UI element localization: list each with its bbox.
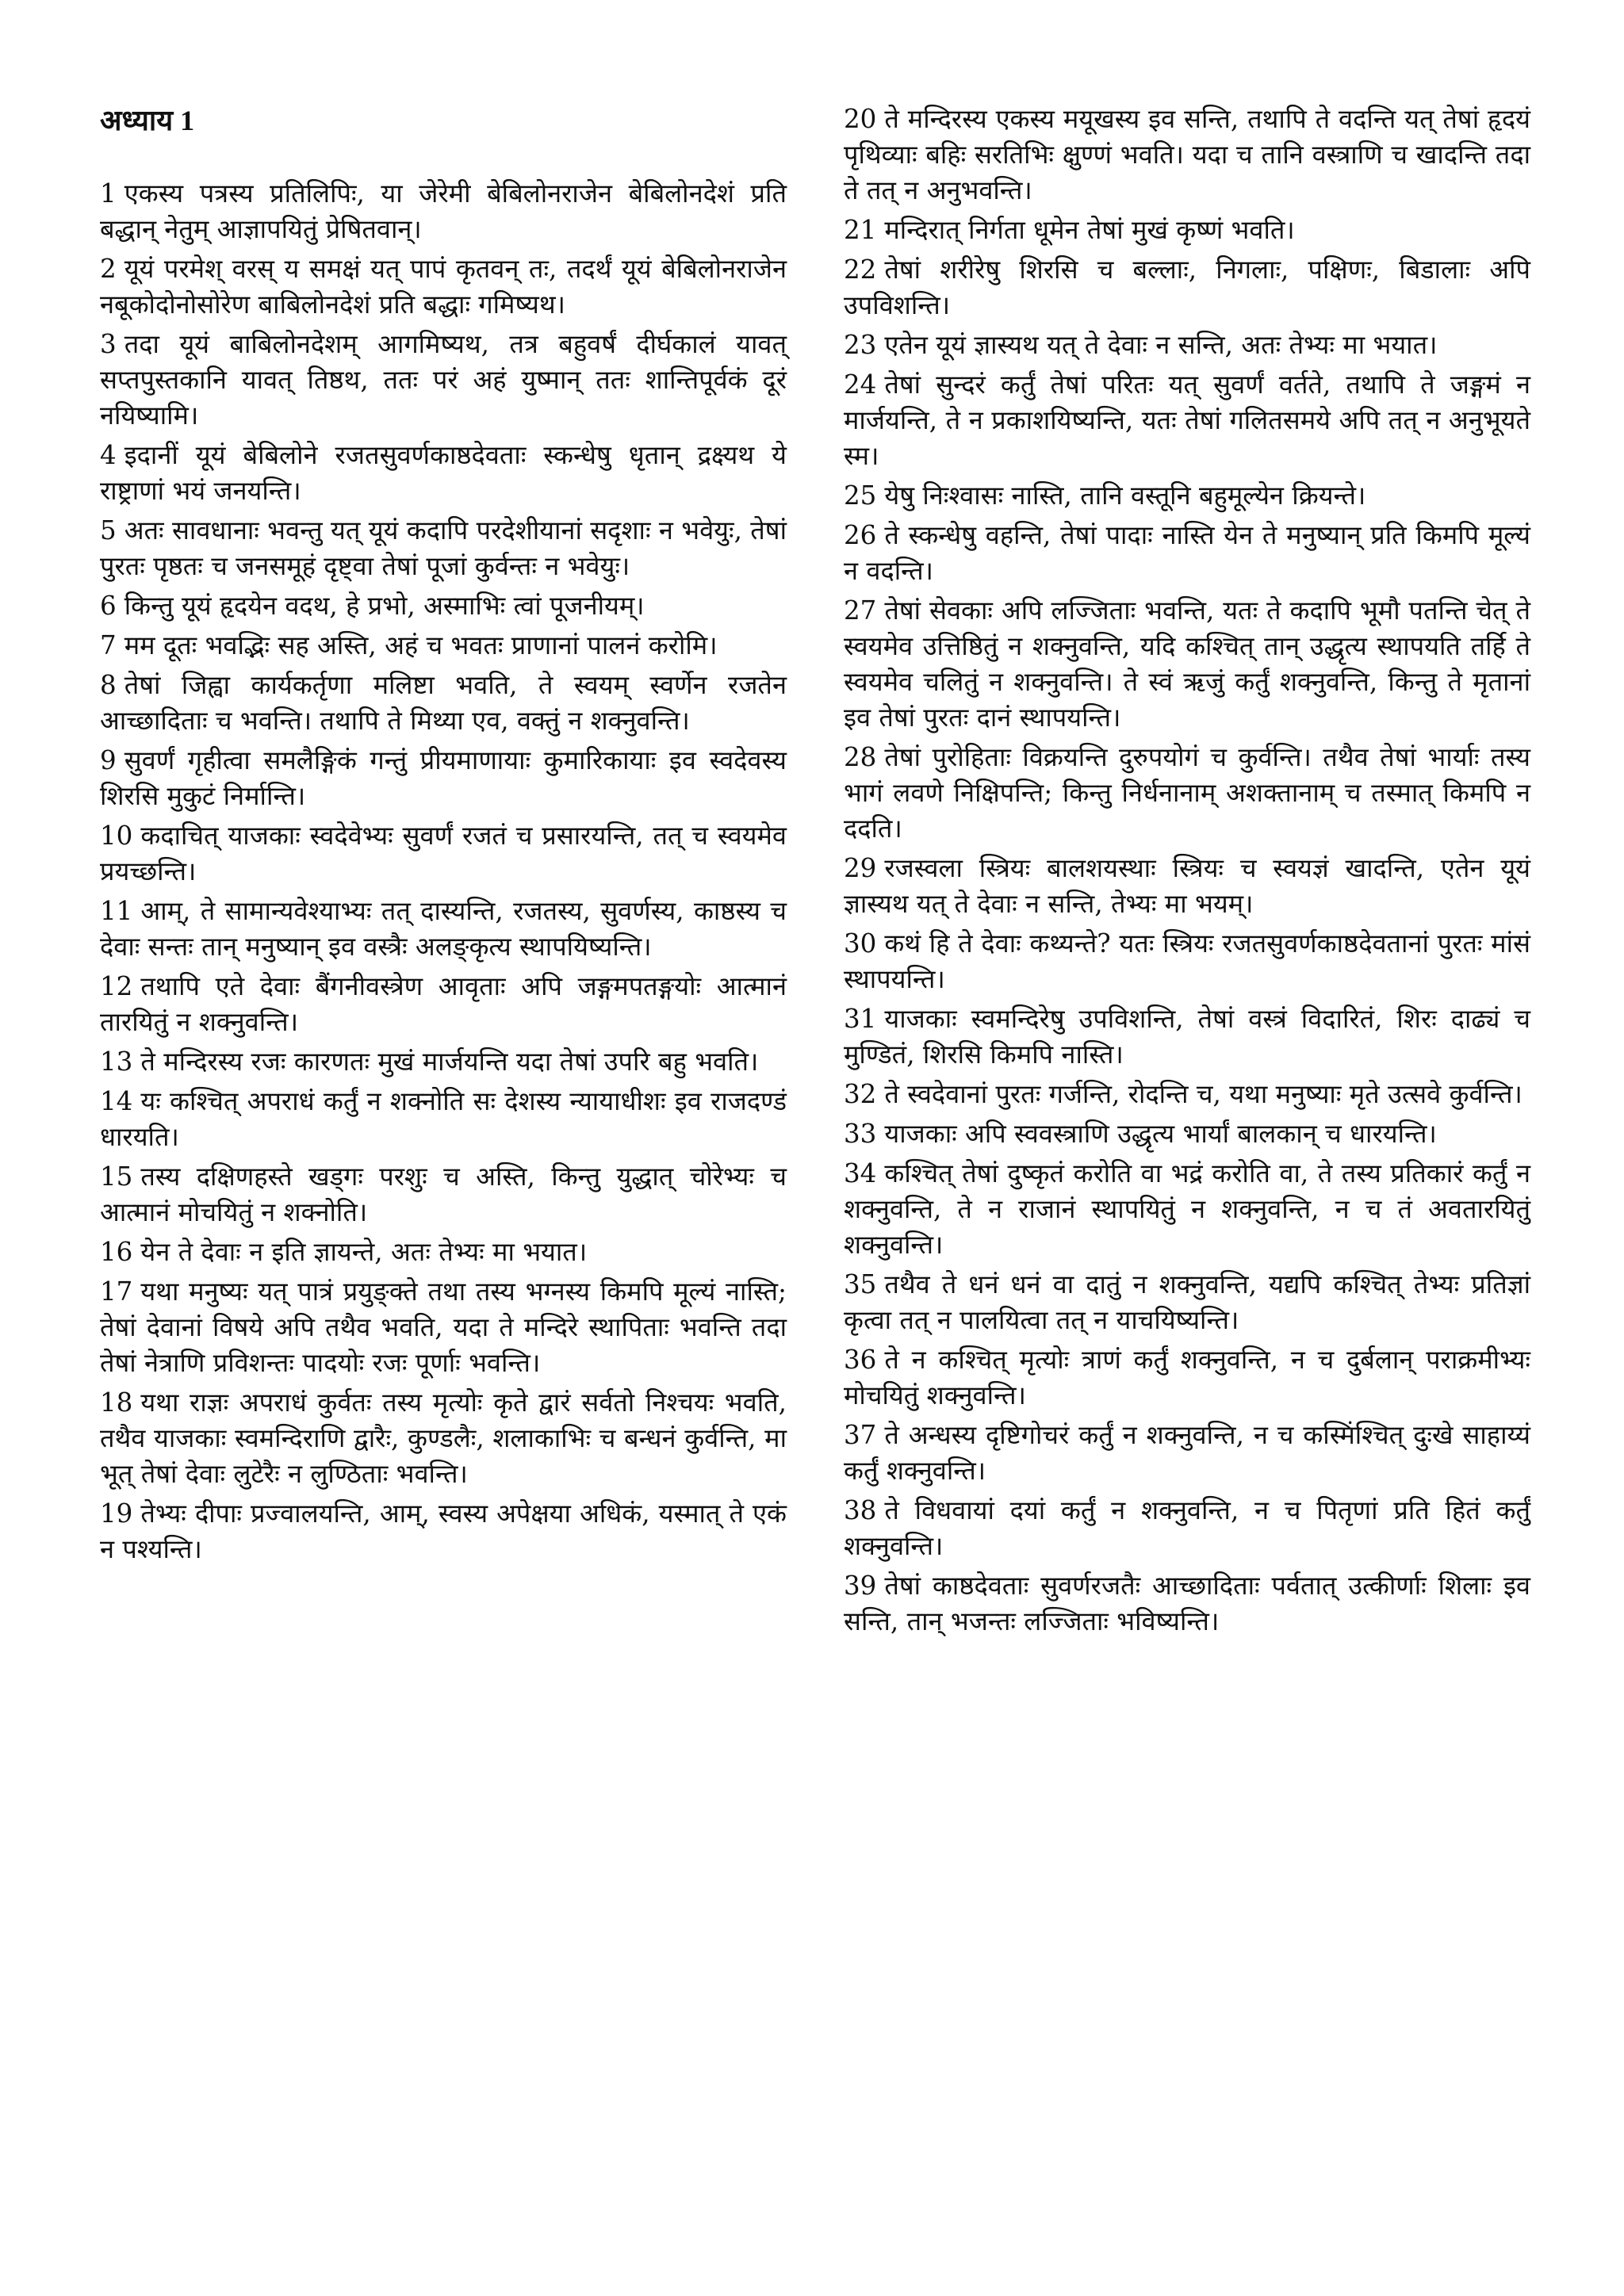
- verse-number: 11: [100, 896, 133, 926]
- verse-number: 34: [844, 1158, 877, 1188]
- verse-text: ते स्कन्धेषु वहन्ति, तेषां पादाः नास्ति येन ते मनुष्यान् प्रति किमपि मूल्यं न वदन्ति।: [844, 520, 1530, 586]
- verse-text: आम्, ते सामान्यवेश्याभ्यः तत् दास्यन्ति, रजतस्य, सुवर्णस्य, काष्ठस्य च देवाः सन्तः तान् मनुष्यान् इव वस्त्रैः अलङ्कृत्य स्थापयिष्यन्ति।: [100, 896, 787, 962]
- verse-number: 2: [100, 254, 117, 284]
- verse-9: [100, 743, 787, 814]
- verse-number: 33: [844, 1119, 877, 1149]
- verse-number: 15: [100, 1161, 133, 1192]
- verse-text: तेषां जिह्वा कार्यकर्तृणा मलिष्टा भवति, ते स्वयम् स्वर्णेन रजतेन आच्छादिताः च भवन्ति। तथापि ते मिथ्या एव, वक्तुं न शक्नुवन्ति।: [100, 670, 787, 736]
- verse-number: 25: [844, 480, 877, 511]
- verse-text: ते मन्दिरस्य रजः कारणतः मुखं मार्जयन्ति यदा तेषां उपरि बहु भवति।: [140, 1047, 759, 1077]
- verse-number: 31: [844, 1004, 877, 1034]
- verse-text: ते अन्धस्य दृष्टिगोचरं कर्तुं न शक्नुवन्ति, न च कस्मिंश्चित् दुःखे साहाय्यं कर्तुं शक्नुवन्ति।: [844, 1420, 1530, 1486]
- verse-text: कदाचित् याजकाः स्वदेवेभ्यः सुवर्णं रजतं च प्रसारयन्ति, तत् च स्वयमेव प्रयच्छन्ति।: [100, 821, 787, 886]
- verse-text: तेषां काष्ठदेवताः सुवर्णरजतैः आच्छादिताः पर्वतात् उत्कीर्णाः शिलाः इव सन्ति, तान् भजन्तः लज्जिताः भविष्यन्ति।: [844, 1571, 1530, 1636]
- verse-37: [844, 1418, 1530, 1489]
- verse-1: [100, 176, 787, 247]
- verse-31: [844, 1001, 1530, 1073]
- verse-text: सुवर्णं गृहीत्वा समलैङ्गिकं गन्तुं प्रीयमाणायाः कुमारिकायाः इव स्वदेवस्य शिरसि मुकुटं निर्मान्ति।: [100, 745, 787, 811]
- verse-number: 1: [100, 178, 117, 209]
- verse-text: ते न कश्चित् मृत्योः त्राणं कर्तुं शक्नुवन्ति, न च दुर्बलान् पराक्रमीभ्यः मोचयितुं शक्नुवन्ति।: [844, 1345, 1530, 1410]
- verse-34: [844, 1156, 1530, 1263]
- verse-number: 10: [100, 821, 133, 851]
- verse-text: तेषां सुन्दरं कर्तुं तेषां परितः यत् सुवर्णं वर्तते, तथापि ते जङ्गमं न मार्जयन्ति, ते न प्रकाशयिष्यन्ति, यतः तेषां गलितसमये अपि तत् न अनुभूयते स्म।: [844, 369, 1530, 471]
- verse-text: ते विधवायां दयां कर्तुं न शक्नुवन्ति, न च पितृणां प्रति हितं कर्तुं शक्नुवन्ति।: [844, 1495, 1530, 1561]
- verse-6: [100, 588, 787, 624]
- verse-27: [844, 593, 1530, 736]
- verse-20: [844, 101, 1530, 209]
- verse-text: कथं हि ते देवाः कथ्यन्ते? यतः स्त्रियः रजतसुवर्णकाष्ठदेवतानां पुरतः मांसं स्थापयन्ति।: [844, 928, 1530, 994]
- verse-10: [100, 818, 787, 890]
- verse-text: यथा राज्ञः अपराधं कुर्वतः तस्य मृत्योः कृते द्वारं सर्वतो निश्चयः भवति, तथैव याजकाः स्वमन्दिराणि द्वारैः, कुण्डलैः, शलाकाभिः च बन्धनं कुर्वन्ति, मा भूत् तेषां देवाः लुटेरैः न लुण्ठिताः भवन्ति।: [100, 1387, 787, 1489]
- verse-text: तथैव ते धनं धनं वा दातुं न शक्नुवन्ति, यद्यपि कश्चित् तेभ्यः प्रतिज्ञां कृत्वा तत् न पालयित्वा तत् न याचयिष्यन्ति।: [844, 1269, 1530, 1335]
- verse-30: [844, 926, 1530, 997]
- verse-text: यः कश्चित् अपराधं कर्तुं न शक्नोति सः देशस्य न्यायाधीशः इव राजदण्डं धारयति।: [100, 1086, 787, 1152]
- verse-38: [844, 1493, 1530, 1564]
- verse-text: तदा यूयं बाबिलोनदेशम् आगमिष्यथ, तत्र बहुवर्षं दीर्घकालं यावत् सप्तपुस्तकानि यावत् तिष्ठथ, ततः परं अहं युष्मान् ततः शान्तिपूर्वकं दूरं नयिष्यामि।: [100, 329, 787, 430]
- verse-number: 3: [100, 329, 117, 359]
- verse-text: ते मन्दिरस्य एकस्य मयूखस्य इव सन्ति, तथापि ते वदन्ति यत् तेषां हृदयं पृथिव्याः बहिः सरतिभिः क्षुण्णं भवति। यदा च तानि वस्त्राणि च खादन्ति तदा ते तत् न अनुभवन्ति।: [844, 104, 1530, 205]
- verse-number: 6: [100, 591, 117, 621]
- verse-15: [100, 1159, 787, 1230]
- verse-4: [100, 438, 787, 509]
- verse-number: 19: [100, 1498, 133, 1529]
- verse-text: तेषां पुरोहिताः विक्रयन्ति दुरुपयोगं च कुर्वन्ति। तथैव तेषां भार्याः तस्य भागं लवणे निक्षिपन्ति; किन्तु निर्धनानाम् अशक्तानाम् च तस्मात् किमपि न ददति।: [844, 742, 1530, 844]
- verse-29: [844, 851, 1530, 922]
- verse-number: 5: [100, 515, 117, 545]
- verse-text: यूयं परमेश् वरस् य समक्षं यत् पापं कृतवन् तः, तदर्थं यूयं बेबिलोनराजेन नबूकोदोनोसोरेण बाबिलोनदेशं प्रति बद्धाः गमिष्यथ।: [100, 254, 787, 320]
- verse-text: मम दूतः भवद्भिः सह अस्ति, अहं च भवतः प्राणानां पालनं करोमि।: [124, 630, 718, 660]
- verse-36: [844, 1342, 1530, 1414]
- verse-11: [100, 894, 787, 965]
- verse-number: 27: [844, 595, 877, 626]
- verse-text: याजकाः अपि स्ववस्त्राणि उद्धृत्य भार्यां बालकान् च धारयन्ति।: [884, 1119, 1437, 1149]
- verse-7: [100, 628, 787, 664]
- verse-text: तेषां सेवकाः अपि लज्जिताः भवन्ति, यतः ते कदापि भूमौ पतन्ति चेत् ते स्वयमेव उत्तिष्ठितुं न शक्नुवन्ति, यदि कश्चित् तान् उद्धृत्य स्थापयति तर्हि ते स्वयमेव चलितुं न शक्नुवन्ति। ते स्वं ऋजुं कर्तुं शक्नुवन्ति, किन्तु ते मृतानां इव तेषां पुरतः दानं स्थापयन्ति।: [844, 595, 1530, 733]
- verse-number: 12: [100, 971, 133, 1001]
- verse-number: 29: [844, 853, 877, 883]
- verse-21: [844, 212, 1530, 248]
- verse-number: 21: [844, 215, 877, 245]
- verse-number: 17: [100, 1276, 133, 1307]
- verse-33: [844, 1116, 1530, 1152]
- verse-number: 16: [100, 1237, 133, 1267]
- verse-number: 14: [100, 1086, 133, 1116]
- verse-number: 38: [844, 1495, 877, 1525]
- verse-8: [100, 668, 787, 739]
- verse-39: [844, 1568, 1530, 1640]
- verse-text: मन्दिरात् निर्गता धूमेन तेषां मुखं कृष्णं भवति।: [884, 215, 1295, 245]
- verse-number: 18: [100, 1387, 133, 1418]
- verse-text: येषु निःश्वासः नास्ति, तानि वस्तूनि बहुमूल्येन क्रियन्ते।: [884, 480, 1366, 511]
- verse-35: [844, 1267, 1530, 1338]
- verse-number: 30: [844, 928, 877, 959]
- verse-number: 36: [844, 1345, 877, 1375]
- verse-25: [844, 478, 1530, 514]
- verse-text: एतेन यूयं ज्ञास्यथ यत् ते देवाः न सन्ति, अतः तेभ्यः मा भयात।: [884, 330, 1438, 360]
- verse-3: [100, 327, 787, 434]
- verse-text: तस्य दक्षिणहस्ते खड्गः परशुः च अस्ति, किन्तु युद्धात् चोरेभ्यः च आत्मानं मोचयितुं न शक्नोति।: [100, 1161, 787, 1227]
- verse-number: 7: [100, 630, 117, 660]
- verse-text: रजस्वला स्त्रियः बालशयस्थाः स्त्रियः च स्वयज्ञं खादन्ति, एतेन यूयं ज्ञास्यथ यत् ते देवाः न सन्ति, तेभ्यः मा भयम्।: [844, 853, 1530, 919]
- verse-19: [100, 1496, 787, 1567]
- verse-17: [100, 1274, 787, 1381]
- verse-text: याजकाः स्वमन्दिरेषु उपविशन्ति, तेषां वस्त्रं विदारितं, शिरः दाढ्यं च मुण्डितं, शिरसि किमपि नास्ति।: [844, 1004, 1530, 1070]
- verse-14: [100, 1084, 787, 1155]
- verse-5: [100, 513, 787, 584]
- verse-26: [844, 518, 1530, 589]
- verse-text: एकस्य पत्रस्य प्रतिलिपिः, या जेरेमी बेबिलोनराजेन बेबिलोनदेशं प्रति बद्धान् नेतुम् आज्ञापयितुं प्रेषितवान्।: [100, 178, 787, 244]
- verse-number: 22: [844, 254, 877, 285]
- verse-13: [100, 1044, 787, 1080]
- right-column: [844, 101, 1530, 2296]
- verse-12: [100, 969, 787, 1040]
- verse-number: 8: [100, 670, 117, 700]
- verse-18: [100, 1385, 787, 1492]
- verse-32: [844, 1077, 1530, 1112]
- chapter-heading: अध्याय 1: [100, 105, 195, 136]
- verse-number: 26: [844, 520, 877, 550]
- verse-number: 4: [100, 440, 117, 470]
- left-column: [100, 101, 787, 2296]
- verse-text: येन ते देवाः न इति ज्ञायन्ते, अतः तेभ्यः मा भयात।: [140, 1237, 588, 1267]
- verse-23: [844, 327, 1530, 363]
- verse-text: अतः सावधानाः भवन्तु यत् यूयं कदापि परदेशीयानां सदृशाः न भवेयुः, तेषां पुरतः पृष्ठतः च जनसमूहं दृष्ट्वा तेषां पूजां कुर्वन्तः न भवेयुः।: [100, 515, 787, 581]
- verse-number: 35: [844, 1269, 877, 1299]
- verse-text: तेषां शरीरेषु शिरसि च बल्लाः, निगलाः, पक्षिणः, बिडालाः अपि उपविशन्ति।: [844, 254, 1530, 320]
- verse-22: [844, 252, 1530, 323]
- verse-number: 37: [844, 1420, 877, 1450]
- verse-text: कश्चित् तेषां दुष्कृतं करोति वा भद्रं करोति वा, ते तस्य प्रतिकारं कर्तुं न शक्नुवन्ति, ते न राजानं स्थापयितुं न शक्नुवन्ति, न च तं अवतारयितुं शक्नुवन्ति।: [844, 1158, 1530, 1260]
- verse-number: 23: [844, 330, 877, 360]
- verse-number: 39: [844, 1571, 877, 1601]
- verse-text: तेभ्यः दीपाः प्रज्वालयन्ति, आम्, स्वस्य अपेक्षया अधिकं, यस्मात् ते एकं न पश्यन्ति।: [100, 1498, 787, 1564]
- verse-24: [844, 367, 1530, 474]
- verse-text: इदानीं यूयं बेबिलोने रजतसुवर्णकाष्ठदेवताः स्कन्धेषु धृतान् द्रक्ष्यथ ये राष्ट्राणां भयं जनयन्ति।: [100, 440, 787, 506]
- verse-16: [100, 1234, 787, 1270]
- verse-2: [100, 251, 787, 323]
- verse-text: ते स्वदेवानां पुरतः गर्जन्ति, रोदन्ति च, यथा मनुष्याः मृते उत्सवे कुर्वन्ति।: [884, 1079, 1522, 1109]
- verse-number: 20: [844, 104, 877, 134]
- verse-number: 28: [844, 742, 877, 772]
- verse-number: 13: [100, 1047, 133, 1077]
- verse-28: [844, 740, 1530, 847]
- verse-text: तथापि एते देवाः बैंगनीवस्त्रेण आवृताः अपि जङ्गमपतङ्गयोः आत्मानं तारयितुं न शक्नुवन्ति।: [100, 971, 787, 1037]
- verse-number: 24: [844, 369, 877, 400]
- verse-text: यथा मनुष्यः यत् पात्रं प्रयुङ्क्ते तथा तस्य भग्नस्य किमपि मूल्यं नास्ति; तेषां देवानां विषये अपि तथैव भवति, यदा ते मन्दिरे स्थापिताः भवन्ति तदा तेषां नेत्राणि प्रविशन्तः पादयोः रजः पूर्णाः भवन्ति।: [100, 1276, 787, 1378]
- verse-text: किन्तु यूयं हृदयेन वदथ, हे प्रभो, अस्माभिः त्वां पूजनीयम्।: [124, 591, 645, 621]
- verse-number: 32: [844, 1079, 877, 1109]
- verse-number: 9: [100, 745, 117, 775]
